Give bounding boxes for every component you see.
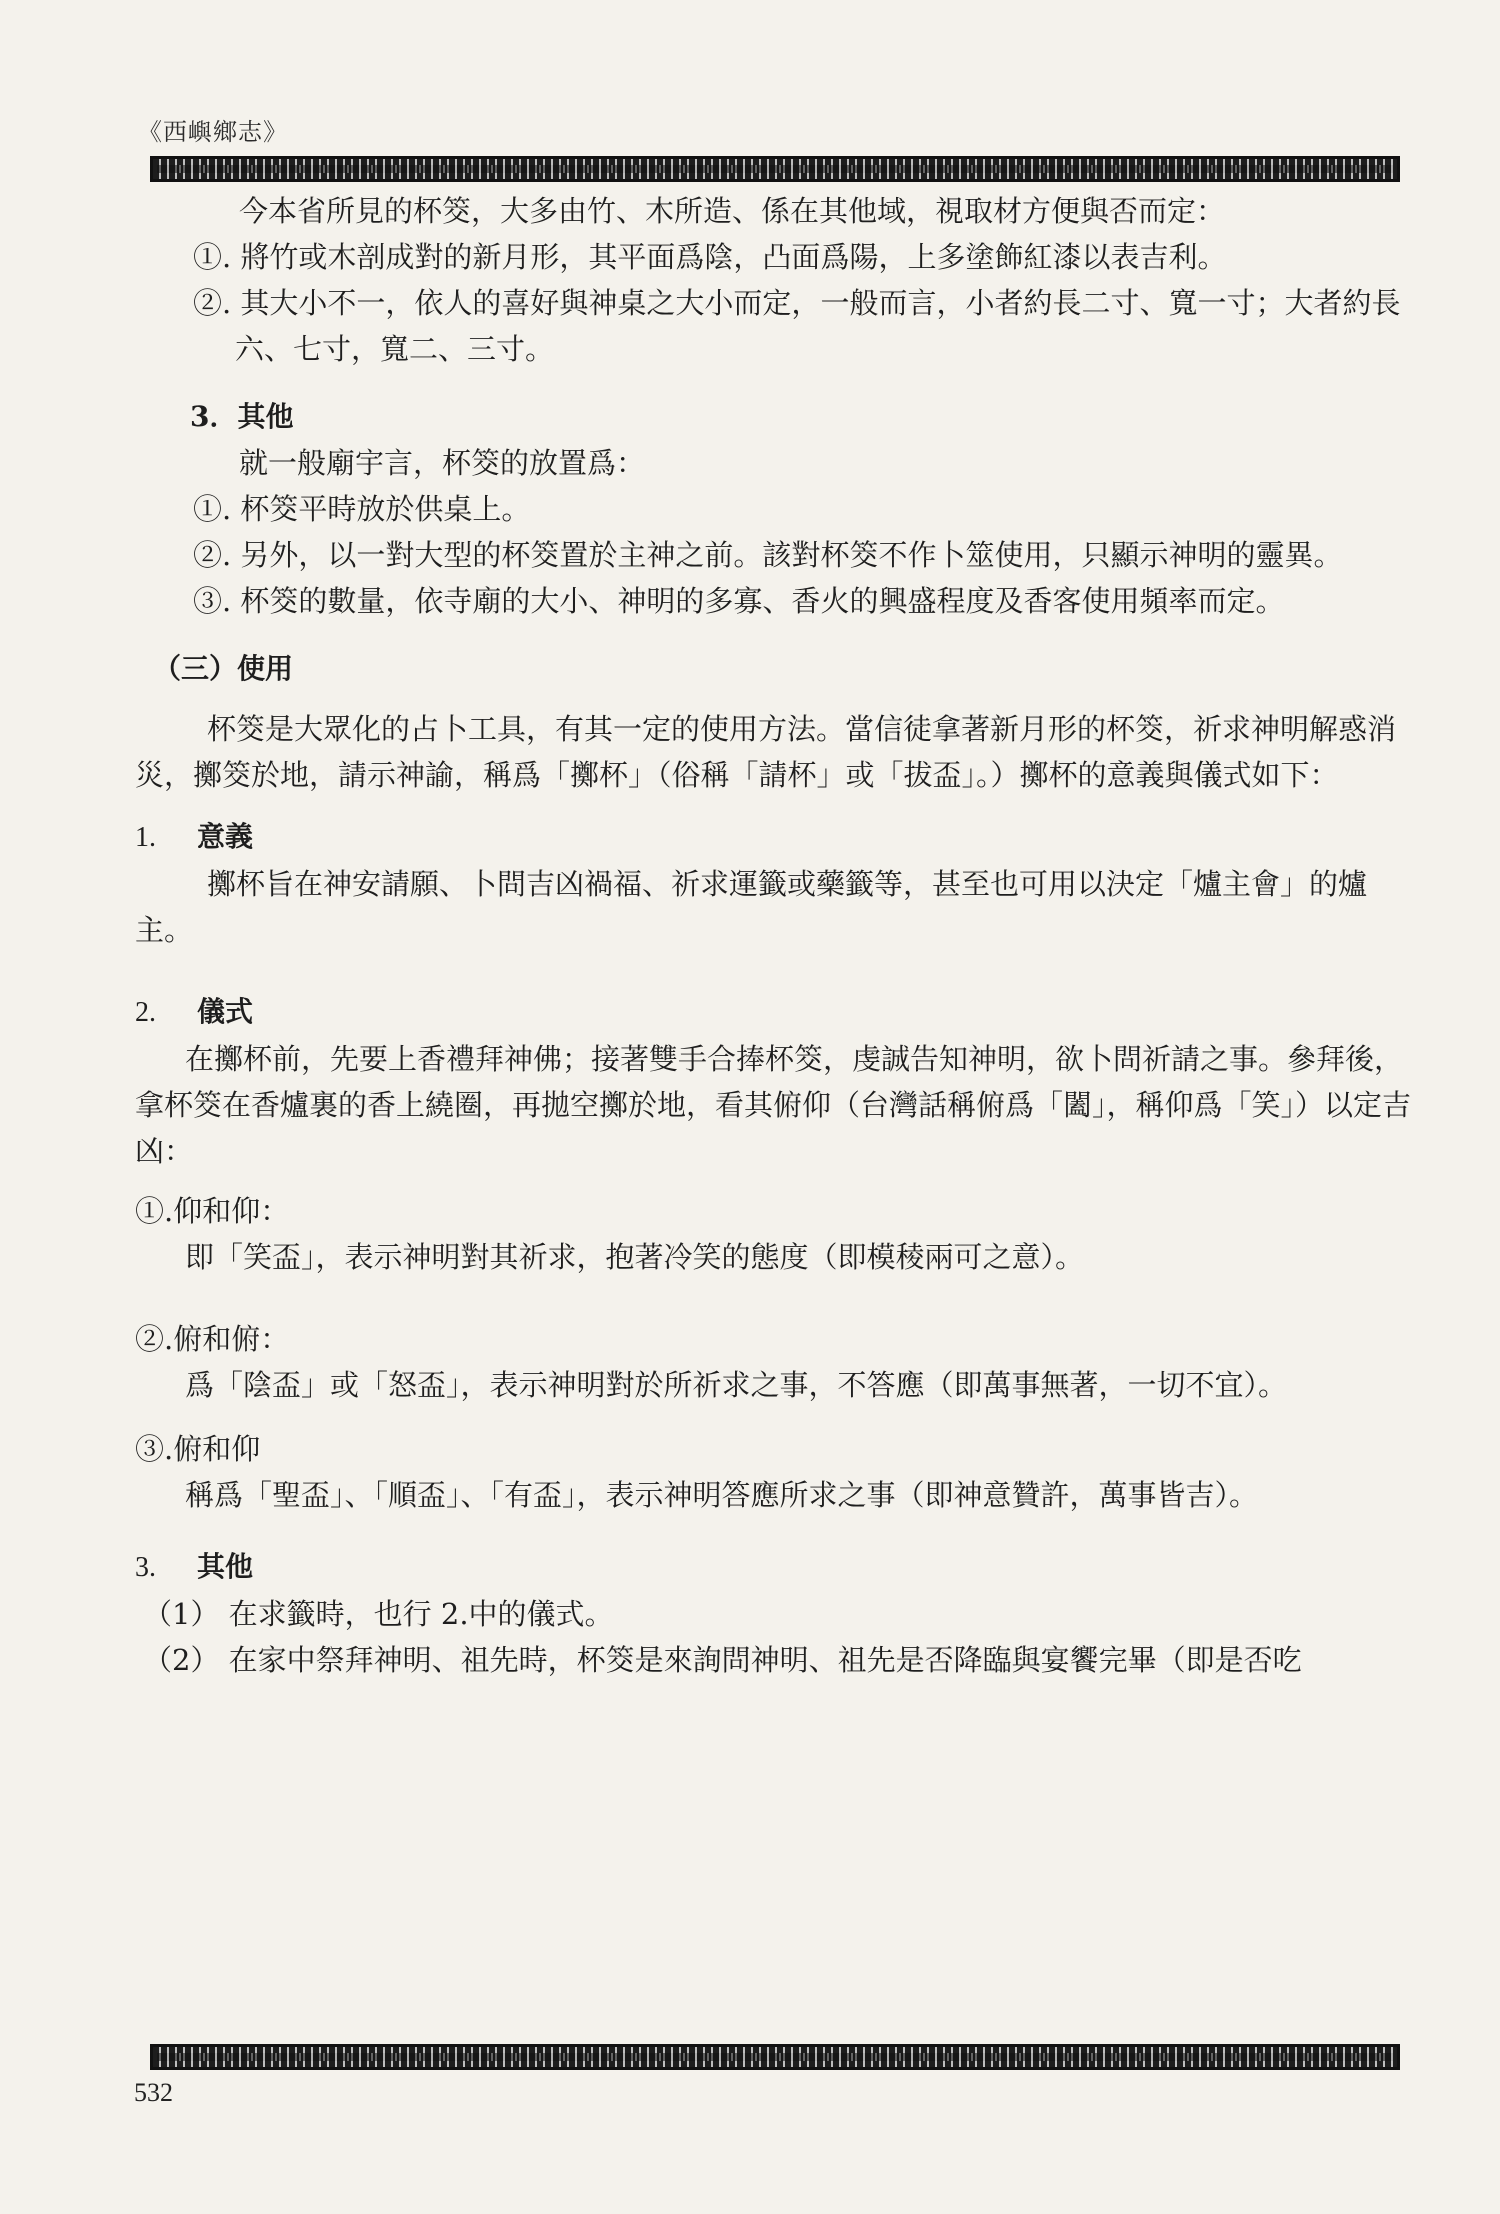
shape-item-1: ①. 將竹或木剖成對的新月形，其平面爲陰，凸面爲陽，上多塗飾紅漆以表吉利。 xyxy=(193,240,1227,274)
result-3-text: 稱爲「聖盃」、「順盃」、「有盃」，表示神明答應所求之事（即神意贊許，萬事皆吉）。 xyxy=(185,1478,1259,1512)
decorative-bottom-border xyxy=(150,2044,1400,2070)
spacer xyxy=(135,624,1420,646)
spacer xyxy=(135,1174,1420,1188)
placement-item-2: ②. 另外，以一對大型的杯筊置於主神之前。該對杯筊不作卜筮使用，只顯示神明的靈異。 xyxy=(193,538,1343,572)
spacer xyxy=(135,372,1420,394)
page-body xyxy=(135,188,1420,1683)
placement-intro: 就一般廟宇言，杯筊的放置爲： xyxy=(239,446,646,480)
decorative-top-border xyxy=(150,156,1400,182)
heading-ritual-label: 儀式 xyxy=(197,995,254,1028)
heading-other: 3．其他 xyxy=(190,400,294,433)
spacer xyxy=(135,953,1420,989)
spacer xyxy=(135,1518,1420,1544)
spacer xyxy=(135,1408,1420,1426)
heading-meaning-label: 意義 xyxy=(197,820,254,853)
book-title: 《西嶼鄉志》 xyxy=(138,118,288,146)
shape-item-2: ②. 其大小不一，依人的喜好與神桌之大小而定，一般而言，小者約長二寸、寬一寸；大者約長六、七寸，寬二、三寸。 xyxy=(193,286,1401,366)
use-paragraph: 杯筊是大眾化的占卜工具，有其一定的使用方法。當信徒拿著新月形的杯筊，祈求神明解惑消災，擲筊於地，請示神諭，稱爲「擲杯」（俗稱「請杯」或「拔盃」。）擲杯的意義與儀式如下： xyxy=(135,712,1397,792)
heading-ritual-number: 2. xyxy=(135,997,156,1028)
heading-meaning xyxy=(135,814,1420,861)
meaning-paragraph: 擲杯旨在神安請願、卜問吉凶禍福、祈求運籤或藥籤等，甚至也可用以決定「爐主會」的爐主。 xyxy=(135,867,1368,947)
spacer xyxy=(135,1280,1420,1316)
heading-others xyxy=(135,1544,1420,1591)
result-1-text: 即「笑盃」，表示神明對其祈求，抱著冷笑的態度（即模稜兩可之意）。 xyxy=(185,1240,1085,1274)
result-3-label: ③.俯和仰 xyxy=(135,1432,261,1466)
intro-line: 今本省所見的杯筊，大多由竹、木所造、係在其他域，視取材方便與否而定： xyxy=(239,194,1226,228)
result-2-label: ②.俯和俯： xyxy=(135,1322,290,1356)
heading-use: （三）使用 xyxy=(153,652,294,685)
result-2-text: 爲「陰盃」或「怒盃」，表示神明對於所祈求之事，不答應（即萬事無著，一切不宜）。 xyxy=(185,1368,1288,1402)
others-item-1: （1） 在求籤時，也行 2.中的儀式。 xyxy=(143,1597,614,1631)
heading-ritual xyxy=(135,989,1420,1036)
ritual-paragraph: 在擲杯前，先要上香禮拜神佛；接著雙手合捧杯筊，虔誠告知神明，欲卜問祈請之事。參拜後，拿杯筊在香爐裏的香上繞圈，再拋空擲於地，看其俯仰（台灣話稱俯爲「闔」，稱仰爲「笑」）以定吉凶： xyxy=(135,1042,1412,1168)
others-item-2: （2） 在家中祭拜神明、祖先時，杯筊是來詢問神明、祖先是否降臨與宴饗完畢（即是否吃 xyxy=(143,1643,1302,1677)
result-1-label: ①.仰和仰： xyxy=(135,1194,290,1228)
heading-meaning-number: 1. xyxy=(135,822,156,853)
spacer xyxy=(135,798,1420,814)
placement-item-1: ①. 杯筊平時放於供桌上。 xyxy=(193,492,531,526)
heading-others-number: 3. xyxy=(135,1552,156,1583)
page-number: 532 xyxy=(134,2078,173,2107)
placement-item-3: ③. 杯筊的數量，依寺廟的大小、神明的多寡、香火的興盛程度及香客使用頻率而定。 xyxy=(193,584,1285,618)
heading-others-label: 其他 xyxy=(197,1550,254,1583)
spacer xyxy=(135,692,1420,706)
